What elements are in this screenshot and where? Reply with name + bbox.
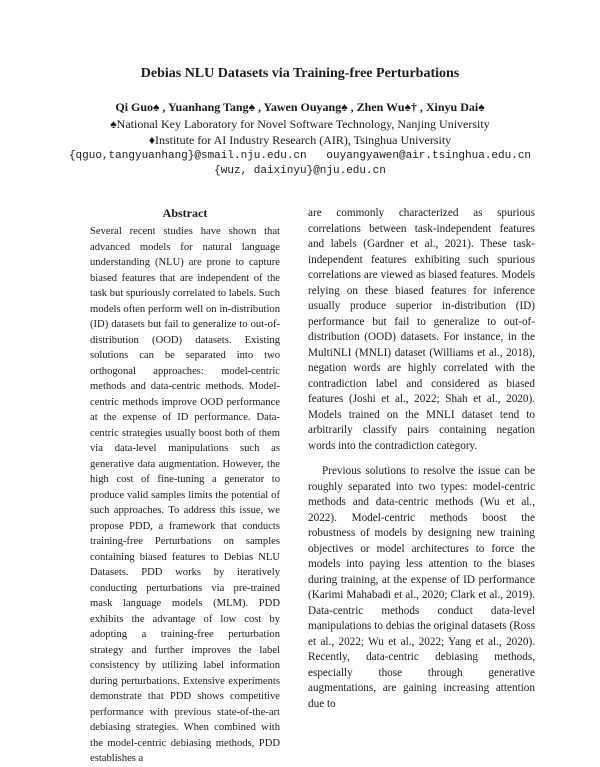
abstract-text: Several recent studies have shown that advanced models for natural language understanding (NLU) are prone to capture biased features that are independent of the task but spuriously correlated to labels. Such models often perform well on in-distribution (ID) datasets but fail to generalize to out-of-distribution (OOD) datasets. Existing solutions can be separated into two orthogonal approaches: model-centric methods and data-centric methods. Model-centric methods improve OOD performance at the expense of ID performance. Data-centric strategies usually boost both of them via data-level manipulations such as generative data augmentation. However, the high cost of fine-tuning a generator to produce valid samples limits the potential of such approaches. To address this issue, we propose PDD, a framework that conducts training-free Perturbations on samples containing biased features to Debias NLU Datasets. PDD works by iteratively conducting perturbations via pre-trained mask language models (MLM). PDD exhibits the advantage of low cost by adopting a training-free perturbation strategy and further improves the label consistency by utilizing label information during perturbations. Extensive experiments demonstrate that PDD shows competitive performance with previous state-of-the-art debiasing strategies. When combined with the model-centric debiasing methods, PDD establishes a [90, 226, 280, 764]
affiliation-air: ♦Institute for AI Industry Research (AIR), Tsinghua University [148, 133, 452, 147]
affiliation-nju: ♠National Key Laboratory for Novel Software Technology, Nanjing University [110, 117, 490, 131]
intro-paragraph-2: Previous solutions to resolve the issue can be roughly separated into two types: model-centric methods and data-centric methods (Wu et al., 2022). Model-centric methods boost the robustness of models by designing new training objectives or model architectures to force the models into paying less attention to the biases during training, at the expense of ID performance (Karimi Mahabadi et al., 2020; Clark et al., 2019). Data-centric methods conduct data-level manipulations to debias the original datasets (Ross et al., 2022; Wu et al., 2022; Yang et al., 2020). Recently, data-centric debiasing methods, especially those through generative augmentations, are gaining increasing attention due to [308, 465, 535, 710]
paper-title: Debias NLU Datasets via Training-free Perturbations [140, 66, 460, 81]
abstract-body [90, 224, 280, 767]
intro-column [308, 206, 535, 712]
email-line-2: {wuz, daixinyu}@nju.edu.cn [214, 165, 386, 177]
email-line-1: {qguo,tangyuanhang}@smail.nju.edu.cn ouyangyawen@air.tsinghua.edu.cn [68, 150, 532, 162]
abstract-heading: Abstract [162, 206, 208, 220]
author-list: Qi Guo♠ , Yuanhang Tang♠ , Yawen Ouyang♠ , Zhen Wu♠† , Xinyu Dai♠ [115, 100, 485, 114]
intro-paragraph-1: are commonly characterized as spurious correlations between task-independent features and labels (Gardner et al., 2021). These task-independent features exhibiting such spurious correlations are viewed as biased features. Models relying on these biased features for inference usually produce superior in-distribution (ID) performance but fail to generalize to out-of-distribution (OOD) datasets. For instance, in the MultiNLI (MNLI) dataset (Williams et al., 2018), negation words are highly correlated with the contradiction label and considered as biased features (Joshi et al., 2022; Shah et al., 2020). Models trained on the MNLI dataset tend to arbitrarily classify pairs containing negation words into the contradiction category. [308, 207, 535, 452]
